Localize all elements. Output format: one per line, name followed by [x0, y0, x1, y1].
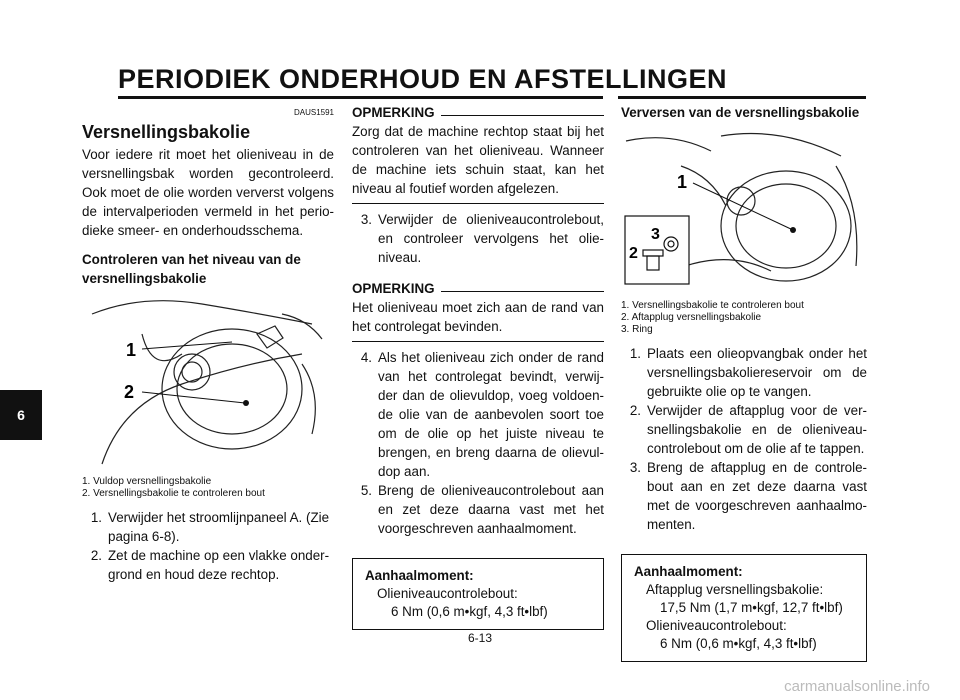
page-header-title: PERIODIEK ONDERHOUD EN AFSTELLINGEN	[118, 64, 728, 94]
caption-2: 2. Versnellingsbakolie te controleren bout	[82, 488, 265, 499]
note-rule	[441, 291, 604, 292]
step-number: 2.	[629, 403, 641, 418]
caption-3: 3. Ring	[621, 324, 653, 335]
caption-2: 2. Aftapplug versnellingsbakolie	[621, 312, 762, 323]
step-item	[352, 210, 604, 267]
photo-caption	[82, 476, 334, 500]
steps-list	[621, 344, 867, 534]
step-number: 5.	[360, 483, 372, 498]
torque-box	[621, 554, 867, 662]
step-item	[82, 546, 334, 584]
torque-box	[352, 558, 604, 630]
section-heading: Verversen van de versnellingsbakolie	[621, 105, 860, 120]
photo-label-2: 2	[629, 245, 638, 262]
step-item	[621, 401, 867, 458]
step-number: 1.	[629, 346, 641, 361]
torque-value: 17,5 Nm (1,7 m•kgf, 12,7 ft•lbf)	[660, 600, 843, 615]
note-rule	[441, 115, 604, 116]
header-rule	[118, 96, 603, 99]
step-number: 1.	[90, 510, 102, 525]
note-title: OPMERKING	[352, 281, 435, 296]
column-right	[621, 103, 867, 662]
photo-label-2: 2	[124, 382, 135, 402]
header-rule-right	[618, 96, 866, 99]
note-text: Zorg dat de machine rechtop staat bij het controleren van het olieniveau. Wanneer de machine iets schuin staat, kan het niveau al foutief worden afgelezen.	[352, 124, 604, 196]
step-item	[621, 344, 867, 401]
photo-caption	[621, 300, 867, 336]
note-heading	[352, 103, 604, 122]
section-code: DAUS1591	[293, 108, 334, 117]
torque-title: Aanhaalmoment:	[634, 564, 743, 579]
page-number: 6-13	[467, 631, 493, 645]
step-item	[621, 458, 867, 534]
watermark: carmanualsonline.info	[784, 678, 930, 695]
steps-list	[82, 508, 334, 584]
step-text: Breng de aftapplug en de controle-bout aan en zet deze daarna vast met de voorgeschreven aanhaalmo-menten.	[647, 460, 867, 532]
caption-1: 1. Vuldop versnellingsbakolie	[82, 476, 212, 487]
engine-photo-drain	[621, 126, 867, 296]
section-heading: Versnellingsbakolie	[82, 122, 251, 142]
step-item	[352, 481, 604, 538]
column-middle	[352, 103, 604, 630]
step-text: Verwijder het stroomlijnpaneel A. (Zie pagina 6-8).	[108, 510, 330, 544]
step-text: Zet de machine op een vlakke onder-grond en houd deze rechtop.	[108, 548, 330, 582]
subsection-heading: Controleren van het niveau van de versnellingsbakolie	[82, 252, 301, 286]
step-number: 2.	[90, 548, 102, 563]
step-item	[352, 348, 604, 481]
note-text: Het olieniveau moet zich aan de rand van het controlegat bevinden.	[352, 300, 604, 334]
torque-item: Aftapplug versnellingsbakolie:	[646, 582, 824, 597]
note-heading	[352, 279, 604, 298]
step-text: Als het olieniveau zich onder de rand van het controlegat bevindt, verwij-der dan de olievuldop, voeg voldoen-de olie van de aanbevolen soort toe om de olie op het juiste niveau te brengen, en breng daarna de olievul-dop aan.	[378, 350, 604, 479]
photo-label-1: 1	[677, 172, 688, 192]
steps-list	[352, 210, 604, 267]
step-number: 4.	[360, 350, 372, 365]
step-text: Breng de olieniveaucontrolebout aan en zet deze daarna vast met het voorgeschreven aanhaalmoment.	[378, 483, 604, 536]
note-end-rule	[352, 203, 604, 204]
photo-label-3: 3	[651, 226, 660, 243]
step-text: Plaats een olieopvangbak onder het versnellingsbakoliereservoir om de gebruikte olie op te vangen.	[647, 346, 867, 399]
torque-item: Olieniveaucontrolebout:	[646, 618, 787, 633]
column-left	[82, 103, 334, 584]
step-number: 3.	[360, 212, 372, 227]
step-text: Verwijder de olieniveaucontrolebout, en controleer vervolgens het olie-niveau.	[378, 212, 604, 265]
step-item	[82, 508, 334, 546]
steps-list	[352, 348, 604, 538]
step-number: 3.	[629, 460, 641, 475]
chapter-tab: 6	[0, 390, 42, 440]
note-title: OPMERKING	[352, 105, 435, 120]
torque-title: Aanhaalmoment:	[365, 568, 474, 583]
photo-label-1: 1	[126, 340, 137, 360]
torque-value: 6 Nm (0,6 m•kgf, 4,3 ft•lbf)	[391, 604, 548, 619]
torque-item: Olieniveaucontrolebout:	[377, 586, 518, 601]
engine-photo-check	[82, 294, 334, 472]
intro-paragraph: Voor iedere rit moet het olieniveau in de versnellingsbak worden gecontroleerd. Ook moet de olie worden ververst volgens de intervalperioden vermeld in het perio-dieke smeer- en onderhoudsschema.	[82, 147, 334, 238]
note-end-rule	[352, 341, 604, 342]
step-text: Verwijder de aftapplug voor de ver-snellingsbakolie en de olieniveau-controlebout om de olie af te tappen.	[647, 403, 867, 456]
caption-1: 1. Versnellingsbakolie te controleren bout	[621, 300, 804, 311]
torque-value: 6 Nm (0,6 m•kgf, 4,3 ft•lbf)	[660, 636, 817, 651]
